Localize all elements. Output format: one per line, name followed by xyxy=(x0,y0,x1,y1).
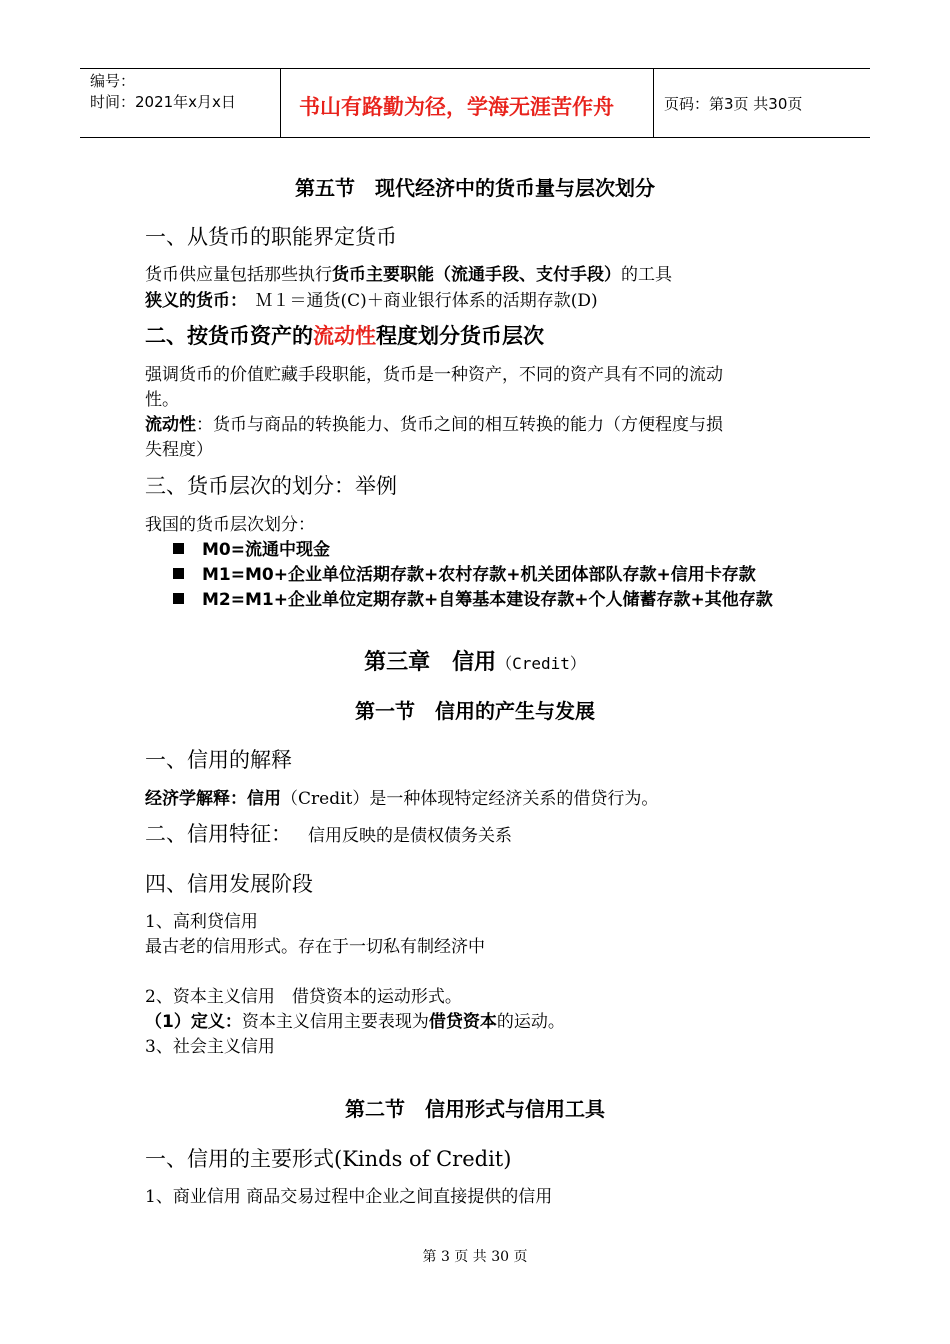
paragraph: 1、商业信用 商品交易过程中企业之间直接提供的信用 xyxy=(145,1187,553,1207)
heading: 一、信用的主要形式(Kinds of Credit) xyxy=(145,1147,512,1171)
text: （Credit）是一种体现特定经济关系的借贷行为。 xyxy=(281,789,659,809)
header-divider xyxy=(280,69,281,137)
date-label: 时间：2021年x月x日 xyxy=(90,93,236,111)
heading xyxy=(145,818,512,848)
list-item-text: M0=流通中现金 xyxy=(202,540,330,560)
text: 第三章 信用 xyxy=(364,650,497,675)
paragraph-line: 失程度） xyxy=(145,440,213,460)
bold-text: 经济学解释：信用 xyxy=(145,789,281,809)
paragraph xyxy=(145,1007,565,1032)
paragraph xyxy=(145,286,598,311)
bold-text: 货币主要职能（流通手段、支付手段） xyxy=(332,265,621,285)
bold-text: （1）定义： xyxy=(145,1012,242,1032)
list-item xyxy=(173,535,330,560)
text: （Credit） xyxy=(496,654,586,673)
bold-text: 流动性 xyxy=(145,415,196,435)
text: 二、按货币资产的 xyxy=(145,324,313,348)
paragraph-line xyxy=(145,410,723,435)
bold-text: 借贷资本 xyxy=(428,1012,497,1032)
paragraph-line: 强调货币的价值贮藏手段职能，货币是一种资产，不同的资产具有不同的流动 xyxy=(145,365,723,385)
page-info: 页码：第3页 共30页 xyxy=(664,95,803,113)
paragraph xyxy=(145,260,672,285)
motto: 书山有路勤为径，学海无涯苦作舟 xyxy=(299,95,614,119)
bullet-icon xyxy=(173,568,184,579)
bold-text: 狭义的货币： xyxy=(145,291,239,311)
paragraph: 3、社会主义信用 xyxy=(145,1037,275,1057)
text: 二、信用特征： xyxy=(145,822,292,846)
paragraph: 2、资本主义信用 借贷资本的运动形式。 xyxy=(145,987,462,1007)
page-footer: 第 3 页 共 30 页 xyxy=(422,1249,528,1265)
text: 的工具 xyxy=(621,265,672,285)
text: 的运动。 xyxy=(496,1012,565,1032)
bullet-icon xyxy=(173,543,184,554)
header-divider xyxy=(653,69,654,137)
list-item-text: M1=M0+企业单位活期存款+农村存款+机关团体部队存款+信用卡存款 xyxy=(202,565,756,585)
text: 程度划分货币层次 xyxy=(376,324,544,348)
heading: 四、信用发展阶段 xyxy=(145,872,313,896)
heading xyxy=(145,320,544,350)
paragraph-line: 性。 xyxy=(145,390,179,410)
list-item-text: M2=M1+企业单位定期存款+自筹基本建设存款+个人储蓄存款+其他存款 xyxy=(202,590,773,610)
bullet-icon xyxy=(173,593,184,604)
text: 资本主义信用主要表现为 xyxy=(241,1012,429,1032)
list-item xyxy=(173,585,773,610)
text: 货币供应量包括那些执行 xyxy=(145,265,332,285)
paragraph xyxy=(145,784,658,809)
section-title: 第二节 信用形式与信用工具 xyxy=(345,1097,605,1121)
paragraph: 1、高利贷信用 xyxy=(145,912,258,932)
text: ：货币与商品的转换能力、货币之间的相互转换的能力（方便程度与损 xyxy=(196,415,723,435)
paragraph: 我国的货币层次划分： xyxy=(145,515,315,535)
text: Ｍ１＝通货(C)＋商业银行体系的活期存款(D) xyxy=(238,291,598,311)
heading: 一、信用的解释 xyxy=(145,748,292,772)
heading: 一、从货币的职能界定货币 xyxy=(145,225,397,249)
section-title: 第一节 信用的产生与发展 xyxy=(355,699,595,723)
section-title: 第五节 现代经济中的货币量与层次划分 xyxy=(295,176,655,200)
list-item xyxy=(173,560,756,585)
heading: 三、货币层次的划分：举例 xyxy=(145,474,397,498)
text: 信用反映的是债权债务关系 xyxy=(308,826,512,846)
chapter-title xyxy=(0,645,950,676)
highlight-text: 流动性 xyxy=(313,324,376,348)
paragraph: 最古老的信用形式。存在于一切私有制经济中 xyxy=(145,937,485,957)
number-label: 编号： xyxy=(90,72,136,90)
